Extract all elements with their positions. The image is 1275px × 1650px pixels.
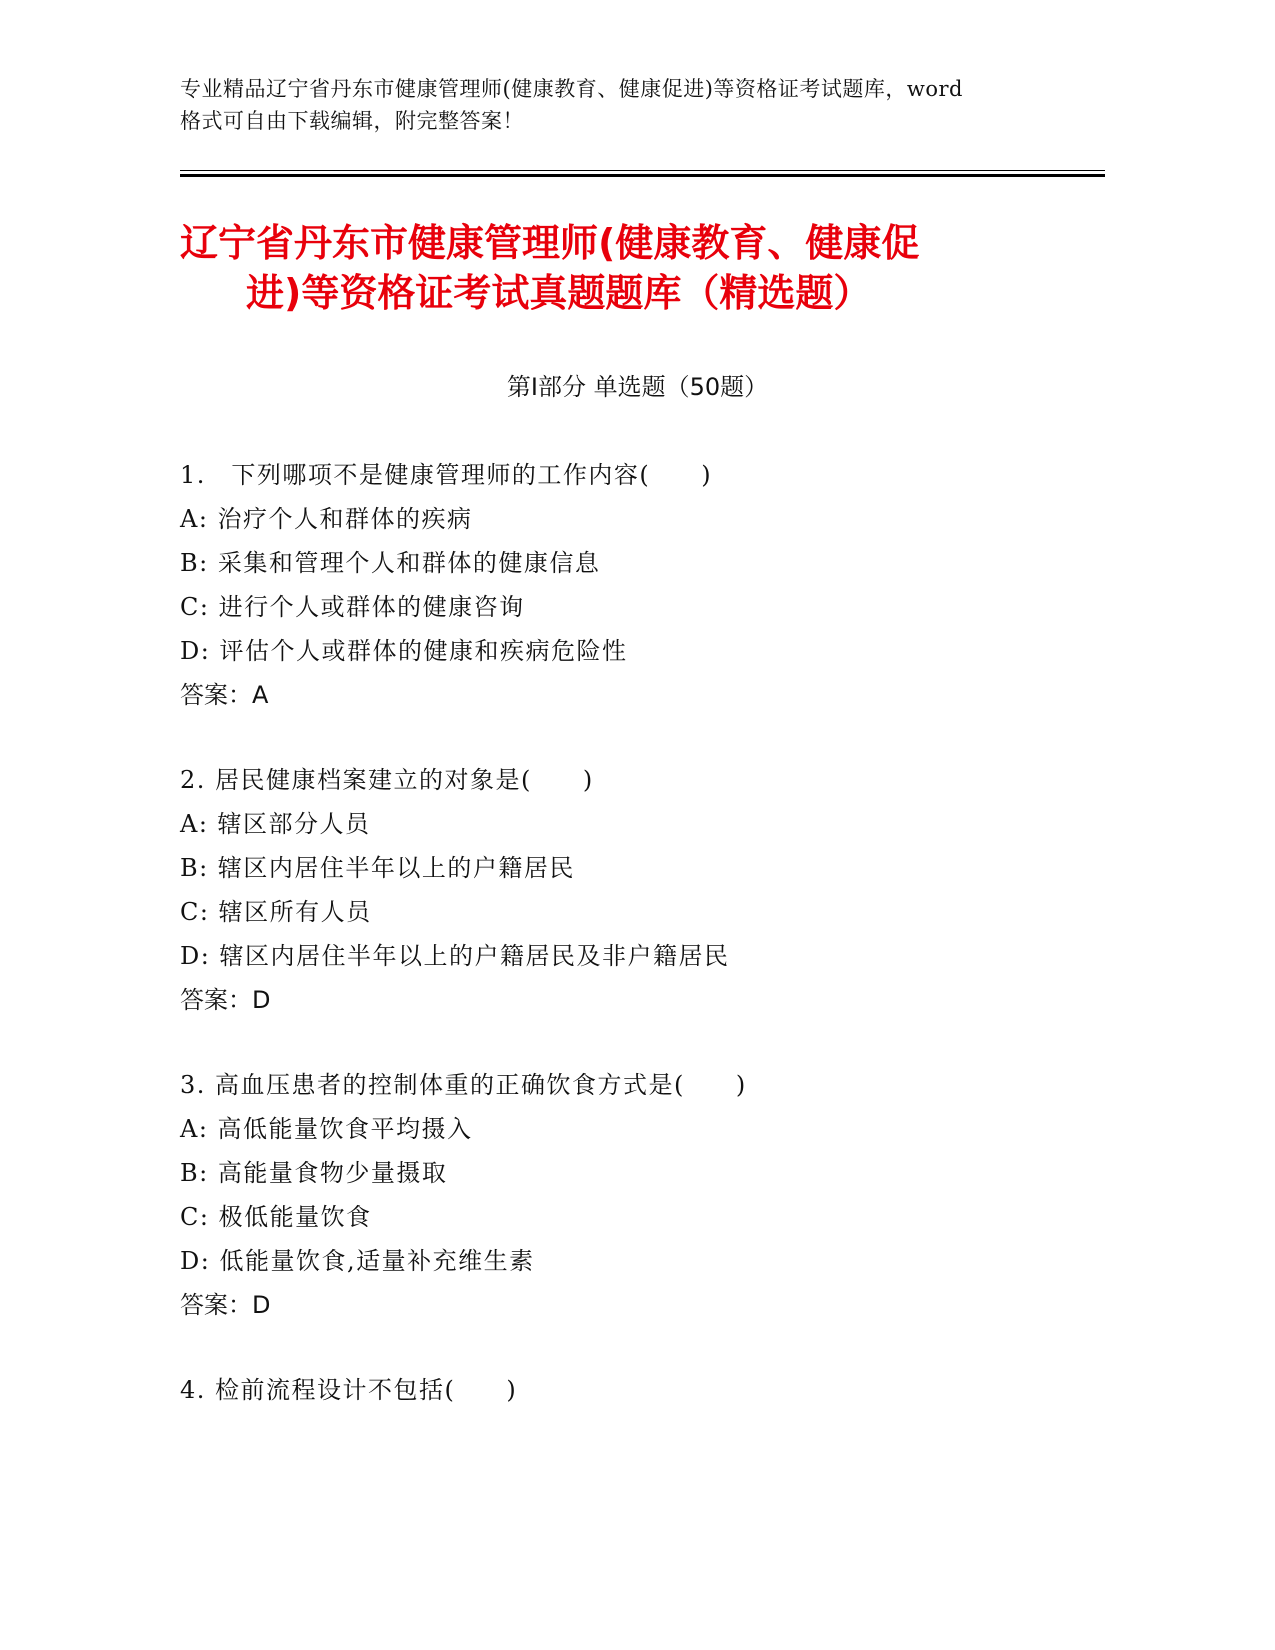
option-b: B: 采集和管理个人和群体的健康信息 [180, 549, 601, 577]
question-stem: 1. 下列哪项不是健康管理师的工作内容( ) [180, 461, 713, 489]
option-a: A: 高低能量饮食平均摄入 [180, 1115, 473, 1143]
option-b: B: 辖区内居住半年以上的户籍居民 [180, 854, 575, 882]
header-note-line-1: 专业精品辽宁省丹东市健康管理师(健康教育、健康促进)等资格证考试题库，word [180, 77, 963, 101]
option-b: B: 高能量食物少量摄取 [180, 1159, 448, 1187]
header-divider-thin [180, 170, 1105, 171]
question-4 [180, 1368, 1100, 1412]
header-divider-thick [180, 174, 1105, 177]
option-a: A: 治疗个人和群体的疾病 [180, 505, 473, 533]
answer-line: 答案：D [180, 1291, 271, 1319]
document-title-line-1: 辽宁省丹东市健康管理师(健康教育、健康促 [180, 221, 920, 265]
option-c: C: 进行个人或群体的健康咨询 [180, 593, 525, 621]
document-title-line-2: 进)等资格证考试真题题库（精选题） [246, 271, 872, 315]
question-stem: 2. 居民健康档案建立的对象是( ) [180, 766, 594, 794]
option-c: C: 极低能量饮食 [180, 1203, 372, 1231]
question-stem: 4. 检前流程设计不包括( ) [180, 1376, 518, 1404]
option-a: A: 辖区部分人员 [180, 810, 371, 838]
question-1 [180, 453, 1100, 717]
answer-line: 答案：D [180, 986, 271, 1014]
question-stem: 3. 高血压患者的控制体重的正确饮食方式是( ) [180, 1071, 747, 1099]
option-d: D: 辖区内居住半年以上的户籍居民及非户籍居民 [180, 942, 730, 970]
option-d: D: 评估个人或群体的健康和疾病危险性 [180, 637, 628, 665]
question-3 [180, 1063, 1100, 1327]
answer-line: 答案：A [180, 681, 269, 709]
option-c: C: 辖区所有人员 [180, 898, 372, 926]
header-note-line-2: 格式可自由下载编辑，附完整答案！ [180, 109, 524, 133]
header-note [180, 73, 1060, 137]
question-2 [180, 758, 1100, 1022]
section-heading: 第Ⅰ部分 单选题（50题） [506, 373, 769, 401]
document-title [180, 218, 1050, 318]
option-d: D: 低能量饮食,适量补充维生素 [180, 1247, 535, 1275]
